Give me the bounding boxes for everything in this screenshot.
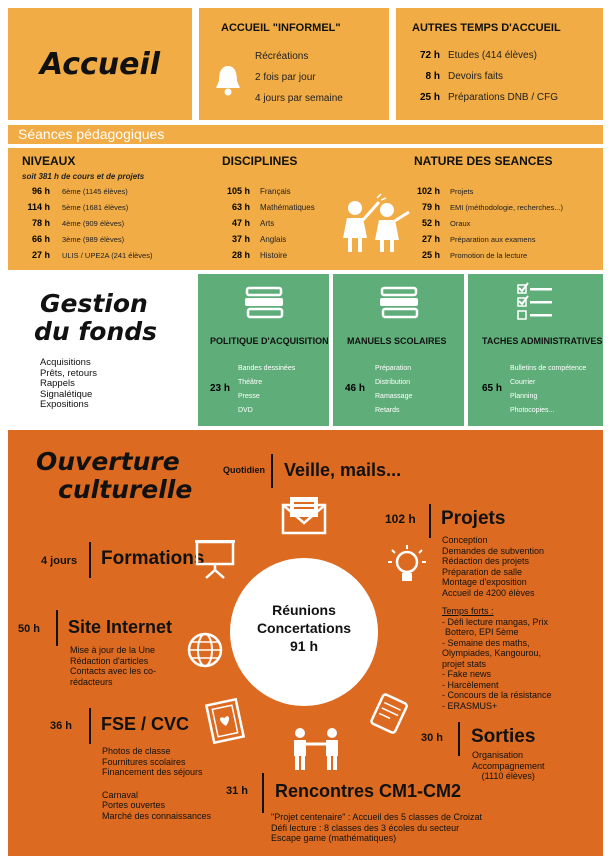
label: 6ème (1145 élèves) [62,187,128,196]
hours: 27 h [31,250,50,260]
seances-panel [8,148,603,270]
manuels-list: Préparation Distribution Ramassage Retards [375,365,413,414]
handshake-people-icon [290,726,342,777]
rencontres-list: "Projet centenaire" : Accueil des 5 classes de Croizat Défi lecture : 8 classes des 3 écoles du secteur Escape game (mathématiques) [271,812,482,843]
label: EMI (méthodologie, recherches...) [450,203,563,212]
hours: 25 h [419,92,440,103]
rencontres-hours: 31 h [226,785,249,797]
hours: 27 h [421,234,440,244]
hours: 79 h [421,202,440,212]
sorties-list: Organisation Accompagnement (1110 élèves) [472,750,545,781]
site-hours: 50 h [18,623,41,635]
sorties-hours: 30 h [421,732,444,744]
sorties-title: Sorties [471,726,536,747]
gestion-list: Acquisitions Prêts, retours Rappels Signalétique Expositions [40,357,98,410]
hours: 47 h [231,218,250,228]
reunions-circle [230,558,378,706]
mail-icon [280,495,328,540]
manuels-hours: 46 h [345,383,366,394]
taches-hours: 65 h [482,383,503,394]
label: Mathématiques [260,203,315,212]
lightbulb-icon [386,542,428,597]
formations-title: Formations [101,548,205,569]
center-line: Réunions [272,602,336,618]
center-line: Concertations [256,620,352,636]
manuels-panel [333,274,464,426]
ticket-icon [368,692,412,741]
autres-row [402,50,602,113]
taches-list: Bulletins de compétence Courrier Planning Photocopies... [510,365,587,414]
informel-title: ACCUEIL "INFORMEL" [221,22,341,34]
gestion-title: Gestion du fonds [34,289,158,346]
label: Devoirs faits [448,71,504,82]
hours: 63 h [231,202,250,212]
divider [429,504,431,538]
label: 4ème (909 élèves) [62,219,125,228]
hours: 8 h [425,71,440,82]
hours: 52 h [421,218,440,228]
divider [89,708,91,744]
hours: 28 h [231,250,250,260]
projets-list: Conception Demandes de subvention Rédaction des projets Préparation de salle Montage d'exposition Accueil de 4200 élèves Temps forts : - Défi lecture mangas, Prix Bottero, EPI 5ème - Semaine des maths, Olympiades, Kangourou, projet stats - Fake news - Harcèlement - Concours de la résistance - ERASMUS+ [442,535,552,711]
gestion-panel [8,274,194,426]
informel-item: 4 jours par semaine [255,93,343,104]
label: Arts [260,219,275,228]
niveaux-title: NIVEAUX [22,154,76,168]
disciplines-title: DISCIPLINES [222,154,298,168]
formations-hours: 4 jours [41,555,78,567]
taches-panel [468,274,603,426]
label: 3ème (989 élèves) [62,235,125,244]
books-icon [243,286,287,325]
label: 5ème (1681 élèves) [62,203,129,212]
label: Anglais [260,235,287,244]
rencontres-title: Rencontres CM1-CM2 [275,781,462,801]
bell-icon [213,63,243,102]
divider [56,610,58,646]
seances-bar [8,125,603,144]
fse-hours: 36 h [50,720,73,732]
seances-title: Séances pédagogiques [18,126,165,142]
autres-title: AUTRES TEMPS D'ACCUEIL [412,22,561,34]
label: Oraux [450,219,471,228]
label: Préparations DNB / CFG [448,92,559,103]
label: Projets [450,187,474,196]
nature-title: NATURE DES SEANCES [414,154,553,168]
informel-panel [199,8,389,120]
politique-hours: 23 h [210,383,231,394]
autres-panel [396,8,603,120]
accueil-panel [8,8,192,120]
niveaux-subtitle: soit 381 h de cours et de projets [22,172,145,181]
hours: 78 h [31,218,50,228]
label: ULIS / UPE2A (241 élèves) [62,251,153,260]
informel-item: 2 fois par jour [255,72,316,83]
picture-frame-icon [204,698,246,749]
politique-list: Bandes dessinées Théâtre Presse DVD [238,365,296,414]
divider [458,722,460,756]
fse-title: FSE / CVC [101,714,190,734]
hours: 37 h [231,234,250,244]
label: Histoire [260,251,288,260]
center-line: 91 h [289,638,318,654]
checklist-icon [516,282,554,327]
projets-title: Projets [441,508,506,529]
informel-item: Récréations [255,51,309,62]
hours: 105 h [226,186,250,196]
hours: 102 h [416,186,440,196]
hours: 66 h [31,234,50,244]
politique-title: POLITIQUE D'ACQUISITION [210,336,329,346]
label: Français [260,187,291,196]
taches-title: TACHES ADMINISTRATIVES [482,336,603,346]
site-title: Site Internet [68,617,173,637]
label: Préparation aux examens [450,235,536,244]
accueil-title: Accueil [39,46,161,82]
site-list: Mise à jour de la Une Rédaction d'articles Contacts avec les co- rédacteurs [70,645,157,687]
divider [89,542,91,578]
projets-hours: 102 h [385,512,416,526]
hours: 96 h [31,186,50,196]
ouverture-panel [8,430,603,856]
hours: 114 h [27,202,50,212]
globe-icon [184,630,226,675]
politique-panel [198,274,329,426]
hours: 25 h [421,250,440,260]
label: Promotion de la lecture [450,251,528,260]
books-icon [378,286,422,325]
divider [262,773,264,813]
manuels-title: MANUELS SCOLAIRES [347,336,447,346]
presentation-board-icon [194,538,236,585]
hours: 72 h [419,50,440,61]
fse-list: Photos de classe Fournitures scolaires Financement des séjours Carnaval Portes ouvertes Marché des connaissances [102,746,212,821]
divider [271,454,273,488]
quotidien-label: Quotidien [223,465,265,475]
children-icon [333,192,413,259]
label: Etudes (414 élèves) [448,50,537,61]
ouverture-title: Ouverture culturelle [36,447,193,504]
veille-title: Veille, mails... [284,460,402,480]
